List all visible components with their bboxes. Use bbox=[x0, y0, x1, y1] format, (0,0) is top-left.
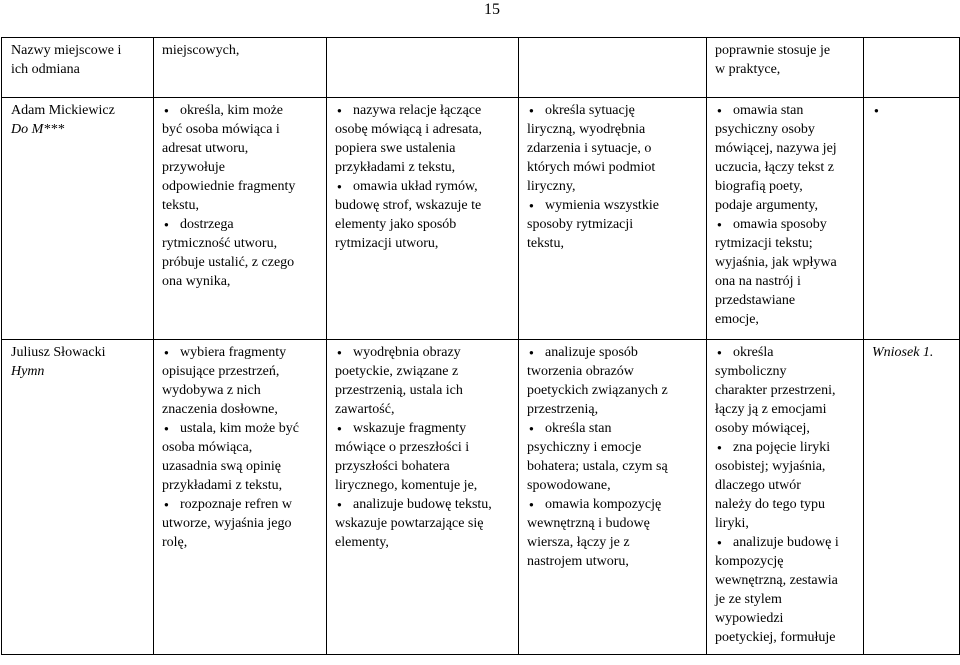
bullet-line: ● wymienia wszystkie bbox=[527, 196, 698, 215]
text-line: przywołuje bbox=[162, 160, 225, 175]
text-line: lirycznego, komentuje je, bbox=[335, 478, 478, 493]
text-line: osobistej; wyjaśnia, bbox=[715, 459, 826, 474]
text-line: Hymn bbox=[11, 364, 45, 379]
text-line: utworze, wyjaśnia jego bbox=[162, 516, 292, 531]
text-line: przedstawiane bbox=[715, 293, 796, 308]
bullet-line: ● określa sytuację bbox=[527, 101, 698, 120]
text-line: charakter przestrzeni, bbox=[715, 383, 836, 398]
bullet-line: ● analizuje budowę tekstu, bbox=[335, 495, 510, 514]
text-line: łączy ją z emocjami bbox=[715, 402, 827, 417]
text-line: liryczną, wyodrębnia bbox=[527, 122, 646, 137]
col4-cell bbox=[519, 98, 707, 340]
text-line: elementy jako sposób bbox=[335, 217, 457, 232]
text-line: dlaczego utwór bbox=[715, 478, 801, 493]
text-line: wyjaśnia, jak wpływa bbox=[715, 255, 837, 270]
text-line: poetyckich związanych z bbox=[527, 383, 668, 398]
text-line: rytmizacji utworu, bbox=[335, 236, 439, 251]
text-line: kompozycję bbox=[715, 554, 784, 569]
bullet-line: ● określa stan bbox=[527, 419, 698, 438]
col2-cell bbox=[154, 98, 327, 340]
col5-cell bbox=[707, 38, 864, 98]
text-line: zawartość, bbox=[335, 402, 395, 417]
col5-cell bbox=[707, 98, 864, 340]
text-line: spowodowane, bbox=[527, 478, 611, 493]
text-line: wypowiedzi bbox=[715, 611, 784, 626]
text-line: elementy, bbox=[335, 535, 389, 550]
requirements-table bbox=[1, 37, 960, 655]
text-line: ona wynika, bbox=[162, 274, 231, 289]
bullet-line: ● nazywa relacje łączące bbox=[335, 101, 510, 120]
text-line: próbuje ustalić, z czego bbox=[162, 255, 295, 270]
text-line: rytmiczność utworu, bbox=[162, 236, 278, 251]
bullet-line: ● rozpoznaje refren w bbox=[162, 495, 318, 514]
text-line: rolę, bbox=[162, 535, 188, 550]
text-line: przykładami z tekstu, bbox=[335, 160, 456, 175]
text-line: Do M*** bbox=[11, 122, 65, 137]
text-line: wewnętrzną i budowę bbox=[527, 516, 650, 531]
text-line: wewnętrzną, zestawia bbox=[715, 573, 838, 588]
text-line: liryki, bbox=[715, 516, 749, 531]
text-line: których mówi podmiot bbox=[527, 160, 656, 175]
col3-cell bbox=[327, 340, 519, 655]
text-line: należy do tego typu bbox=[715, 497, 826, 512]
bullet-line: ● ustala, kim może być bbox=[162, 419, 318, 438]
text-line: tekstu, bbox=[527, 236, 564, 251]
text-line: wydobywa z nich bbox=[162, 383, 261, 398]
table-row bbox=[2, 98, 960, 340]
bullet-line: ● określa, kim może bbox=[162, 101, 318, 120]
bullet-line: ● omawia kompozycję bbox=[527, 495, 698, 514]
text-line: poetyckie, związane z bbox=[335, 364, 459, 379]
title-cell bbox=[2, 340, 154, 655]
text-line: sposoby rytmizacji bbox=[527, 217, 634, 232]
col2-cell bbox=[154, 38, 327, 98]
col6-cell bbox=[864, 98, 960, 340]
text-line: psychiczny osoby bbox=[715, 122, 815, 137]
text-line: być osoba mówiąca i bbox=[162, 122, 280, 137]
bullet-line: ● wskazuje fragmenty bbox=[335, 419, 510, 438]
text-line: rytmizacji tekstu; bbox=[715, 236, 813, 251]
text-line: ich odmiana bbox=[11, 62, 80, 77]
bullet-icon: ● bbox=[874, 106, 879, 115]
text-line: mówiące o przeszłości i bbox=[335, 440, 470, 455]
text-line: znaczenia dosłowne, bbox=[162, 402, 278, 417]
title-cell bbox=[2, 38, 154, 98]
text-line: osoba mówiąca, bbox=[162, 440, 253, 455]
text-line: zdarzenia i sytuacje, o bbox=[527, 141, 652, 156]
bullet-line: ● analizuje sposób bbox=[527, 343, 698, 362]
text-line: adresat utworu, bbox=[162, 141, 249, 156]
text-line: poetyckiej, formułuje bbox=[715, 630, 836, 645]
bullet-line: ● omawia stan bbox=[715, 101, 855, 120]
table-row bbox=[2, 340, 960, 655]
text-line: podaje argumenty, bbox=[715, 198, 819, 213]
col6-cell bbox=[864, 38, 960, 98]
table-row bbox=[2, 38, 960, 98]
text-line: osobę mówiącą i adresata, bbox=[335, 122, 482, 137]
text-line: emocje, bbox=[715, 312, 759, 327]
bullet-line: ● omawia sposoby bbox=[715, 215, 855, 234]
text-line: symboliczny bbox=[715, 364, 787, 379]
text-line: przestrzenią, ustala ich bbox=[335, 383, 463, 398]
bullet-line: ● dostrzega bbox=[162, 215, 318, 234]
text-line: tworzenia obrazów bbox=[527, 364, 634, 379]
text-line: poprawnie stosuje je bbox=[715, 43, 831, 58]
text-line: uzasadnia swą opinię bbox=[162, 459, 281, 474]
col4-cell bbox=[519, 38, 707, 98]
text-line: uczucia, łączy tekst z bbox=[715, 160, 834, 175]
text-line: Adam Mickiewicz bbox=[11, 103, 115, 118]
bullet-line: ● omawia układ rymów, bbox=[335, 177, 510, 196]
text-line: miejscowych, bbox=[162, 43, 240, 58]
text-line: w praktyce, bbox=[715, 62, 781, 77]
text-line: ona na nastrój i bbox=[715, 274, 801, 289]
bullet-line: ● analizuje budowę i bbox=[715, 533, 855, 552]
text-line: tekstu, bbox=[162, 198, 199, 213]
text-line: odpowiednie fragmenty bbox=[162, 179, 296, 194]
text-line: nastrojem utworu, bbox=[527, 554, 629, 569]
col3-cell bbox=[327, 38, 519, 98]
bullet-line: ● zna pojęcie liryki bbox=[715, 438, 855, 457]
text-line: wskazuje powtarzające się bbox=[335, 516, 484, 531]
text-line: bohatera; ustala, czym są bbox=[527, 459, 668, 474]
text-line: Wniosek 1. bbox=[872, 345, 934, 360]
text-line: Juliusz Słowacki bbox=[11, 345, 106, 360]
text-line: liryczny, bbox=[527, 179, 576, 194]
col5-cell bbox=[707, 340, 864, 655]
col4-cell bbox=[519, 340, 707, 655]
col2-cell bbox=[154, 340, 327, 655]
bullet-line: ● wybiera fragmenty bbox=[162, 343, 318, 362]
text-line: przyszłości bohatera bbox=[335, 459, 450, 474]
page-number: 15 bbox=[484, 1, 500, 18]
title-cell bbox=[2, 98, 154, 340]
text-line: opisujące przestrzeń, bbox=[162, 364, 280, 379]
text-line: psychiczny i emocje bbox=[527, 440, 642, 455]
text-line: osoby mówiącej, bbox=[715, 421, 810, 436]
text-line: biografią poety, bbox=[715, 179, 803, 194]
text-line: Nazwy miejscowe i bbox=[11, 43, 122, 58]
text-line: budowę strof, wskazuje te bbox=[335, 198, 482, 213]
text-line: przestrzenią, bbox=[527, 402, 599, 417]
text-line: wiersza, łączy je z bbox=[527, 535, 630, 550]
bullet-line: ● wyodrębnia obrazy bbox=[335, 343, 510, 362]
text-line: mówiącej, nazywa jej bbox=[715, 141, 837, 156]
col6-cell bbox=[864, 340, 960, 655]
bullet-line: ● określa bbox=[715, 343, 855, 362]
text-line: je ze stylem bbox=[715, 592, 782, 607]
text-line: popiera swe ustalenia bbox=[335, 141, 456, 156]
text-line: przykładami z tekstu, bbox=[162, 478, 283, 493]
col3-cell bbox=[327, 98, 519, 340]
